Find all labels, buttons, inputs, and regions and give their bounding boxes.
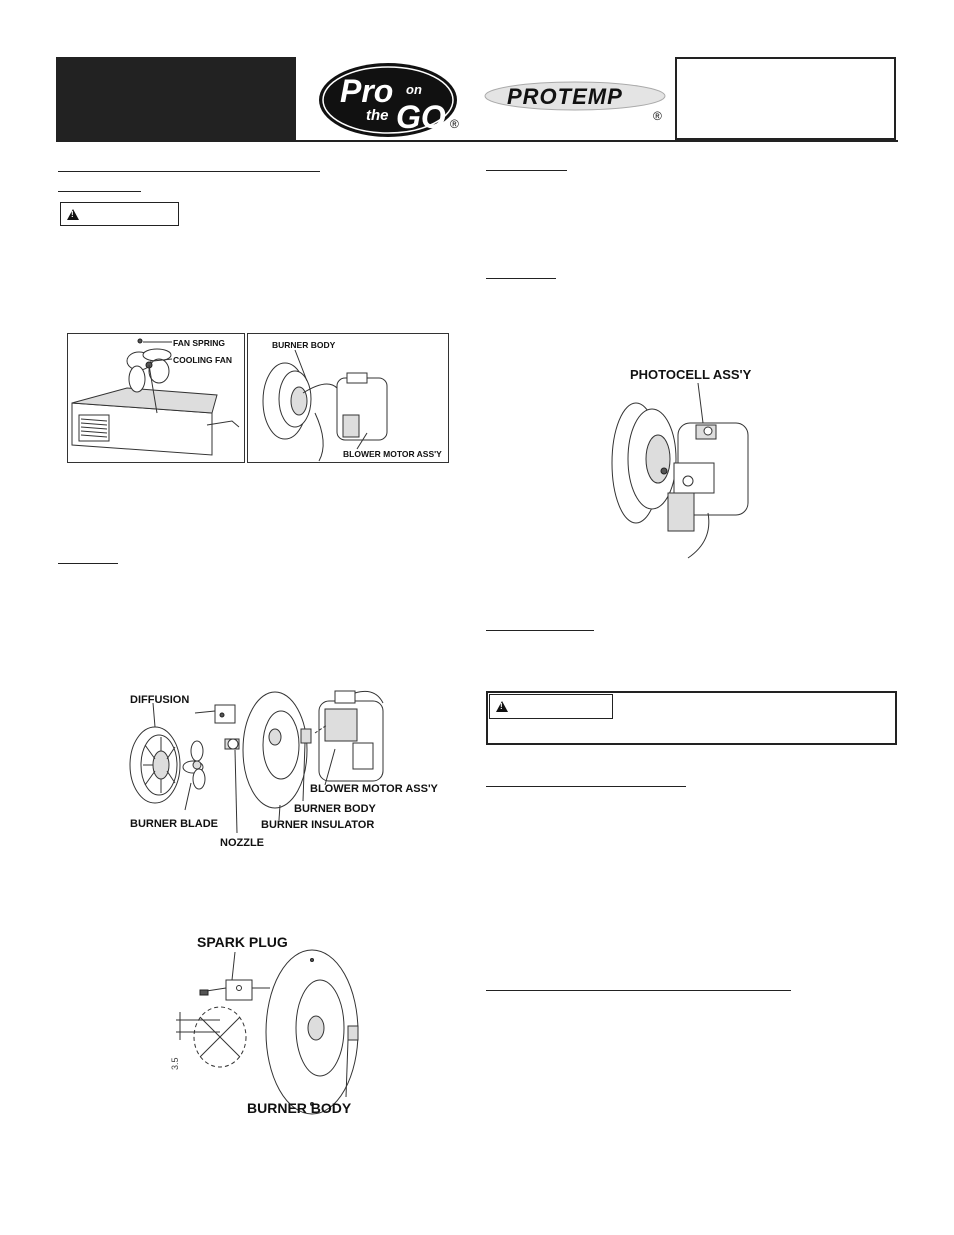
nozzle-label: NOZZLE: [220, 837, 264, 849]
warning-triangle-icon: [67, 209, 79, 220]
vent-grille: [79, 415, 109, 441]
photocell-label: PHOTOCELL ASS'Y: [630, 367, 752, 382]
logo-pro-text: Pro: [340, 73, 394, 109]
logo-on-text: on: [406, 82, 422, 97]
nozzle-drawing: [225, 739, 239, 749]
header-rule: [56, 140, 898, 142]
photocell-figure: [608, 363, 798, 563]
gap-dimension: [176, 1012, 220, 1040]
electrode-bracket-drawing: [195, 705, 235, 723]
burner-insulator-drawing: [243, 692, 311, 808]
caution-warning-label: [489, 694, 613, 719]
warning-triangle-icon: [496, 701, 508, 712]
blower-motor-label-2: BLOWER MOTOR ASS'Y: [310, 783, 438, 795]
blower-motor-drawing: [319, 691, 383, 781]
diffusion-label: DIFFUSION: [130, 694, 190, 706]
right-subheading-rule-3: [486, 630, 594, 631]
fan-spring-dot: [138, 339, 142, 343]
burner-insulator-label: BURNER INSULATOR: [261, 819, 375, 831]
right-subheading-rule-4: [486, 786, 686, 787]
photocell-burner-drawing: [612, 403, 748, 558]
right-subheading-rule-5: [486, 990, 791, 991]
subheading-rule: [58, 191, 141, 192]
fan-burner-figure: [67, 333, 450, 464]
protemp-logo: [485, 80, 675, 124]
spark-plug-label: SPARK PLUG: [197, 934, 288, 950]
exploded-burner-figure: [125, 685, 445, 850]
pro-on-the-go-logo: [318, 62, 468, 142]
burner-blade-drawing: [183, 741, 205, 789]
burner-blade-leader: [185, 783, 191, 810]
fan-spring-label: FAN SPRING: [173, 338, 225, 348]
nozzle-leader: [235, 750, 237, 833]
burner-blade-label: BURNER BLADE: [130, 818, 218, 830]
burner-body-label: BURNER BODY: [272, 340, 336, 350]
subheading-rule-2: [58, 563, 118, 564]
header-info-box: [675, 57, 896, 140]
gap-dimension-label: 3.5: [170, 1057, 180, 1070]
burner-body-plate-drawing: [266, 950, 358, 1114]
header-black-panel: [56, 57, 296, 142]
protemp-brand-text: PROTEMP: [507, 84, 623, 109]
spark-plug-figure: [160, 932, 400, 1122]
section-heading-rule: [58, 171, 320, 172]
cooling-fan-label: COOLING FAN: [173, 355, 233, 365]
nozzle-outline-dashed: [194, 1007, 246, 1067]
burner-body-label-2: BURNER BODY: [294, 803, 376, 815]
warning-box: [60, 202, 179, 226]
blower-motor-label: BLOWER MOTOR ASS'Y: [343, 449, 442, 459]
right-subheading-rule-1: [486, 170, 567, 171]
logo-registered-mark: ®: [450, 117, 459, 131]
protemp-registered-mark: ®: [653, 109, 662, 123]
right-subheading-rule-2: [486, 278, 556, 279]
spark-plug-leader: [232, 952, 235, 980]
burner-body-label-3: BURNER BODY: [247, 1100, 352, 1116]
spark-electrode-drawing: [200, 980, 270, 1000]
logo-go-text: GO: [396, 99, 446, 135]
photocell-leader: [698, 383, 703, 423]
logo-the-text: the: [366, 107, 389, 124]
diffusion-drawing: [130, 727, 180, 803]
diffusion-leader: [153, 703, 155, 727]
